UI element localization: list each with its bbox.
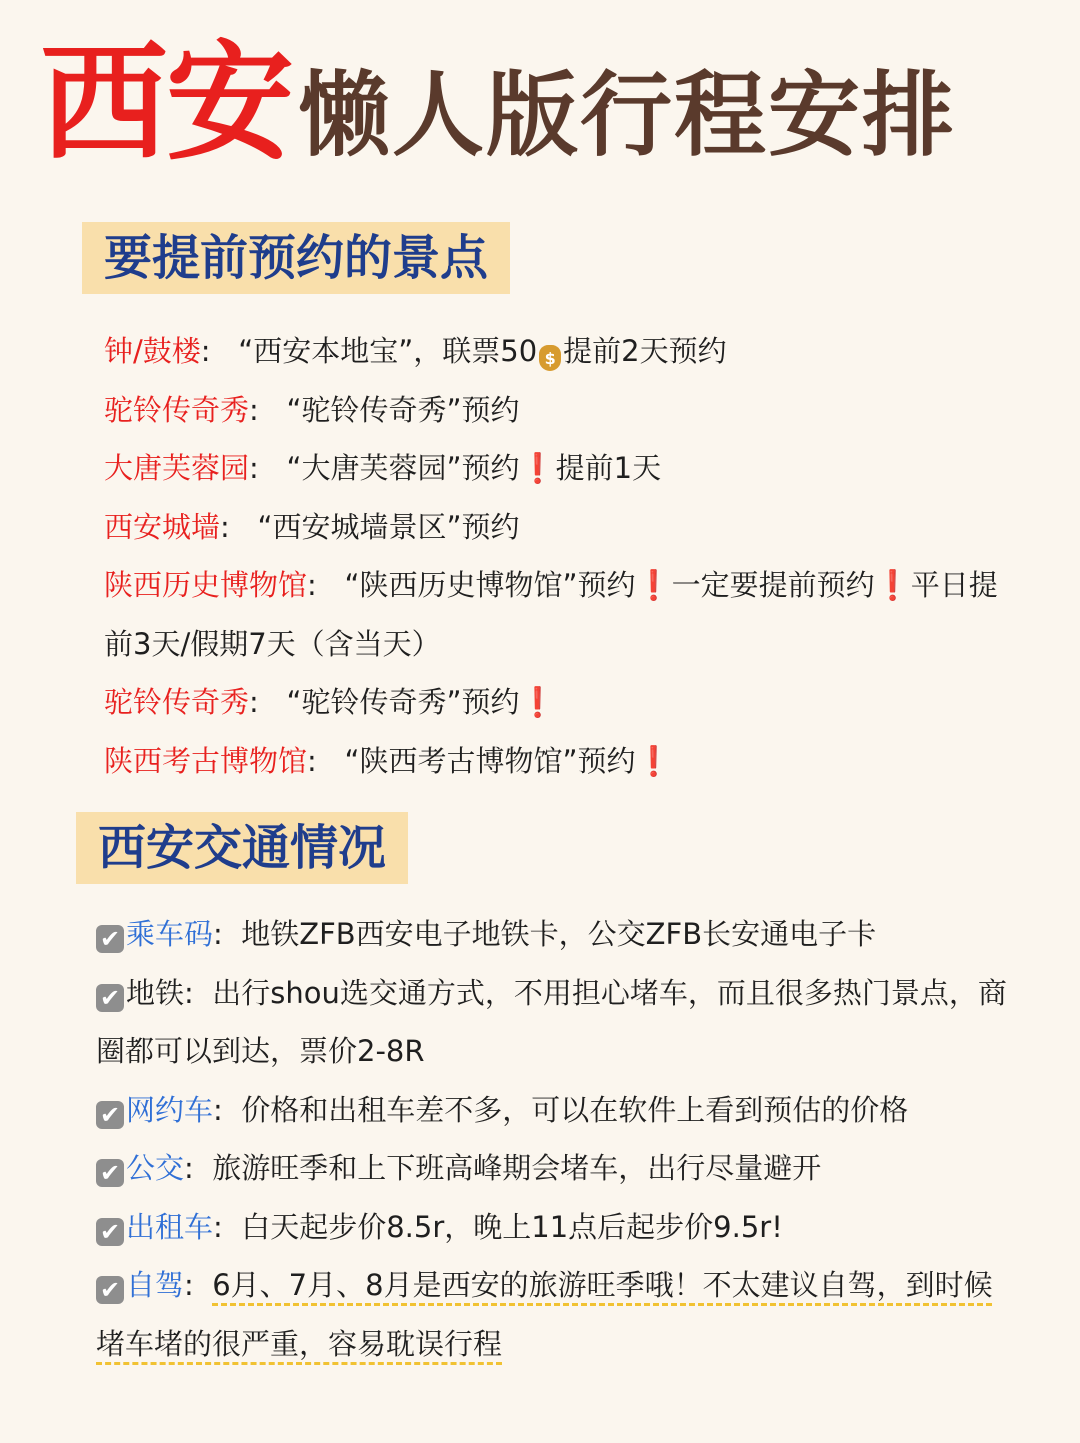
exclamation-icon: ❗ (874, 568, 911, 602)
checkbox-icon: ✔ (96, 984, 124, 1012)
item-text: 出行shou选交通方式，不用担心堵车，而且很多热门景点，商圈都可以到达，票价2-8R (96, 975, 1007, 1068)
item-text-extra: 平日提前3天/假期7天（含当天） (104, 568, 998, 661)
money-bag-icon: $ (539, 345, 561, 371)
item-text: 6月、7月、8月是西安的旅游旺季哦！不太建议自驾，到时候堵车堵的很严重，容易耽误行程 (96, 1268, 993, 1361)
item-label: 西安城墙 (104, 509, 221, 544)
item-text: “驼铃传奇秀”预约 (286, 392, 520, 427)
reservation-list (104, 322, 1014, 790)
title-subtitle: 懒人版行程安排 (298, 62, 957, 169)
item-text-extra: 提前1天 (555, 451, 662, 485)
exclamation-icon: ❗ (635, 743, 672, 778)
item-text: “驼铃传奇秀”预约 (286, 685, 520, 719)
item-colon: : (184, 975, 194, 1010)
item-colon: : (213, 1209, 223, 1244)
item-text: “陕西考古博物馆”预约 (344, 743, 636, 778)
transport-list (96, 905, 1016, 1373)
list-item (96, 1256, 1016, 1373)
item-label: 陕西历史博物馆 (104, 568, 308, 602)
exclamation-icon: ❗ (635, 568, 672, 602)
item-colon: : (213, 917, 223, 951)
item-colon: : (249, 392, 259, 427)
list-item (96, 905, 1016, 964)
item-label: 大唐芙蓉园 (104, 451, 250, 485)
checkbox-icon: ✔ (96, 1101, 124, 1129)
item-text: “西安城墙景区”预约 (257, 509, 520, 544)
list-item (104, 498, 1014, 557)
page-title (40, 29, 957, 178)
item-colon: : (213, 1092, 223, 1127)
item-label: 钟/鼓楼 (104, 334, 201, 368)
item-text-extra: 提前2天预约 (563, 334, 727, 368)
checkbox-icon: ✔ (96, 1218, 124, 1246)
item-colon: : (307, 568, 317, 602)
list-item (96, 1198, 1016, 1257)
section-heading-reservations: 要提前预约的景点 (82, 222, 510, 294)
checkbox-icon: ✔ (96, 1276, 124, 1304)
item-label: 驼铃传奇秀 (104, 392, 250, 427)
item-label: 陕西考古博物馆 (104, 743, 308, 778)
exclamation-icon: ❗ (519, 685, 556, 719)
item-label: 自驾 (126, 1268, 185, 1302)
list-item (104, 673, 1014, 732)
item-colon: : (249, 685, 259, 719)
item-label: 驼铃传奇秀 (104, 685, 250, 719)
item-colon: : (184, 1151, 194, 1185)
item-colon: : (200, 334, 211, 368)
list-item (104, 732, 1014, 791)
item-label: 地铁 (126, 975, 185, 1010)
checkbox-icon: ✔ (96, 925, 124, 953)
item-text-extra: 一定要提前预约 (671, 568, 875, 602)
list-item (104, 322, 1014, 381)
list-item (96, 1139, 1016, 1198)
list-item (104, 381, 1014, 440)
item-text: “陕西历史博物馆”预约 (344, 568, 636, 602)
item-label: 网约车 (126, 1092, 214, 1127)
item-text: 白天起步价8.5r，晚上11点后起步价9.5r! (241, 1209, 783, 1244)
item-label: 出租车 (126, 1209, 214, 1244)
list-item (104, 439, 1014, 498)
item-text: “西安本地宝”，联票50 (238, 334, 538, 368)
item-colon: : (184, 1268, 194, 1302)
item-colon: : (307, 743, 317, 778)
list-item (96, 964, 1016, 1081)
item-text: 价格和出租车差不多，可以在软件上看到预估的价格 (241, 1092, 909, 1127)
item-colon: : (220, 509, 230, 544)
item-text: “大唐芙蓉园”预约 (286, 451, 520, 485)
exclamation-icon: ❗ (519, 451, 556, 485)
item-text: 地铁ZFB西安电子地铁卡，公交ZFB长安通电子卡 (241, 917, 877, 951)
item-label: 乘车码 (126, 917, 214, 951)
item-colon: : (249, 451, 259, 485)
list-item (104, 556, 1014, 673)
title-city: 西安 (40, 29, 293, 178)
list-item (96, 1081, 1016, 1140)
checkbox-icon: ✔ (96, 1159, 124, 1187)
section-heading-transport: 西安交通情况 (76, 812, 408, 884)
item-text: 旅游旺季和上下班高峰期会堵车，出行尽量避开 (212, 1151, 822, 1185)
item-label: 公交 (126, 1151, 185, 1185)
